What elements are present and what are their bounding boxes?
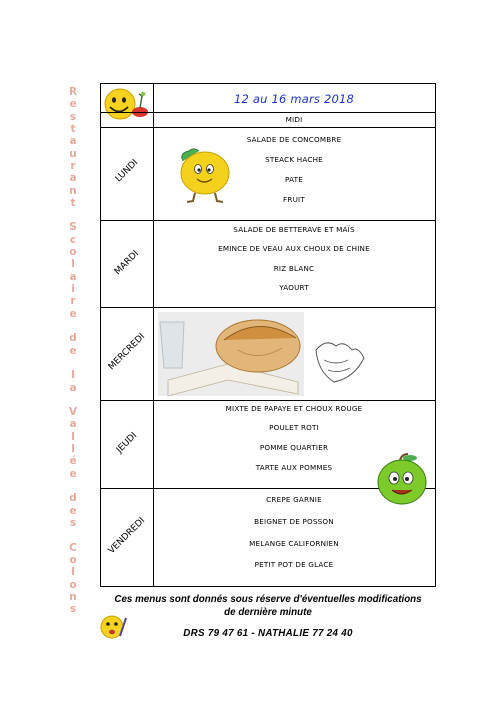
menu-item: RIZ BLANC	[273, 264, 315, 273]
side-title-letter: e	[69, 98, 77, 111]
side-title-letter: t	[70, 122, 76, 135]
side-title-letter: l	[71, 258, 75, 271]
side-title-letter: a	[69, 172, 77, 185]
disclaimer-line-2: de dernière minute	[224, 607, 312, 618]
side-title-letter: l	[71, 443, 75, 456]
menu-item: TARTE AUX POMMES	[255, 463, 333, 472]
side-title-letter: R	[68, 86, 78, 98]
menu-item: PATE	[285, 175, 303, 184]
contact-phones: DRS 79 47 61 - NATHALIE 77 24 40	[183, 628, 353, 639]
row-divider	[101, 400, 435, 401]
side-title-letter	[71, 480, 75, 492]
side-title-letter: o	[69, 246, 77, 259]
side-title-letter: é	[69, 455, 77, 468]
side-title	[66, 86, 80, 615]
side-title-letter: a	[69, 381, 77, 394]
side-title-letter: a	[69, 135, 77, 148]
day-label-lundi: LUNDI	[113, 157, 141, 185]
side-title-letter: a	[69, 418, 77, 431]
menu-item: BEIGNET DE POSSON	[254, 517, 334, 526]
side-title-letter: l	[71, 430, 75, 443]
day-label-vendredi: VENDREDI	[106, 515, 148, 557]
menu-item: SALADE DE BETTERAVE ET MAÏS	[233, 225, 355, 234]
row-divider	[101, 112, 435, 113]
side-title-letter: u	[69, 147, 77, 160]
side-title-letter: s	[69, 603, 77, 616]
side-title-letter	[71, 209, 75, 221]
side-title-letter: e	[69, 467, 77, 480]
side-title-letter: n	[69, 590, 77, 603]
menu-item: POMME QUARTIER	[259, 443, 329, 452]
side-title-letter: a	[69, 270, 77, 283]
side-title-letter: c	[69, 233, 77, 246]
side-title-letter: s	[69, 110, 77, 123]
side-title-letter: d	[69, 332, 77, 345]
menu-item: YAOURT	[279, 283, 309, 292]
menu-item: MIXTE DE PAPAYE ET CHOUX ROUGE	[225, 404, 363, 413]
day-label-mardi: MARDI	[112, 248, 142, 278]
menu-item: PETIT POT DE GLACE	[254, 560, 334, 569]
disclaimer-line-1: Ces menus sont donnés sous réserve d'éventuelles modifications	[114, 594, 422, 605]
side-title-letter: o	[69, 578, 77, 591]
side-title-letter: n	[69, 184, 77, 197]
week-date: 12 au 16 mars 2018	[233, 92, 355, 106]
side-title-letter: d	[69, 492, 77, 505]
side-title-letter: l	[71, 566, 75, 579]
side-title-letter	[71, 357, 75, 369]
side-title-letter: r	[70, 295, 76, 308]
menu-item: POULET ROTI	[269, 423, 319, 432]
meal-label: MIDI	[285, 115, 303, 124]
row-divider	[101, 127, 435, 128]
row-divider	[101, 307, 435, 308]
side-title-letter	[71, 394, 75, 406]
side-title-letter	[71, 529, 75, 541]
side-title-letter: e	[69, 307, 77, 320]
side-title-letter: S	[69, 221, 77, 234]
apple-character-icon	[372, 452, 432, 508]
side-title-letter: C	[69, 541, 77, 554]
menu-item: EMINCE DE VEAU AUX CHOUX DE CHINE	[218, 244, 370, 253]
day-label-mercredi: MERCREDI	[106, 331, 148, 373]
menu-item: CREPE GARNIE	[266, 495, 322, 504]
side-title-letter: i	[71, 283, 75, 295]
side-title-letter	[71, 320, 75, 332]
breakfast-illustration	[158, 310, 378, 398]
side-title-letter: e	[69, 344, 77, 357]
side-title-letter: e	[69, 504, 77, 517]
menu-item: FRUIT	[283, 195, 305, 204]
side-title-letter: o	[69, 553, 77, 566]
menu-item: MELANGE CALIFORNIEN	[249, 539, 339, 548]
day-label-jeudi: JEUDI	[114, 430, 140, 456]
side-title-letter: l	[71, 369, 75, 382]
menu-item: SALADE DE CONCOMBRE	[246, 135, 342, 144]
row-divider	[101, 220, 435, 221]
side-title-letter: r	[70, 159, 76, 172]
lemon-character-icon	[173, 143, 237, 205]
menu-item: STEACK HACHE	[265, 155, 323, 164]
side-title-letter: V	[68, 406, 78, 419]
side-title-letter: t	[70, 196, 76, 209]
side-title-letter: s	[69, 516, 77, 529]
